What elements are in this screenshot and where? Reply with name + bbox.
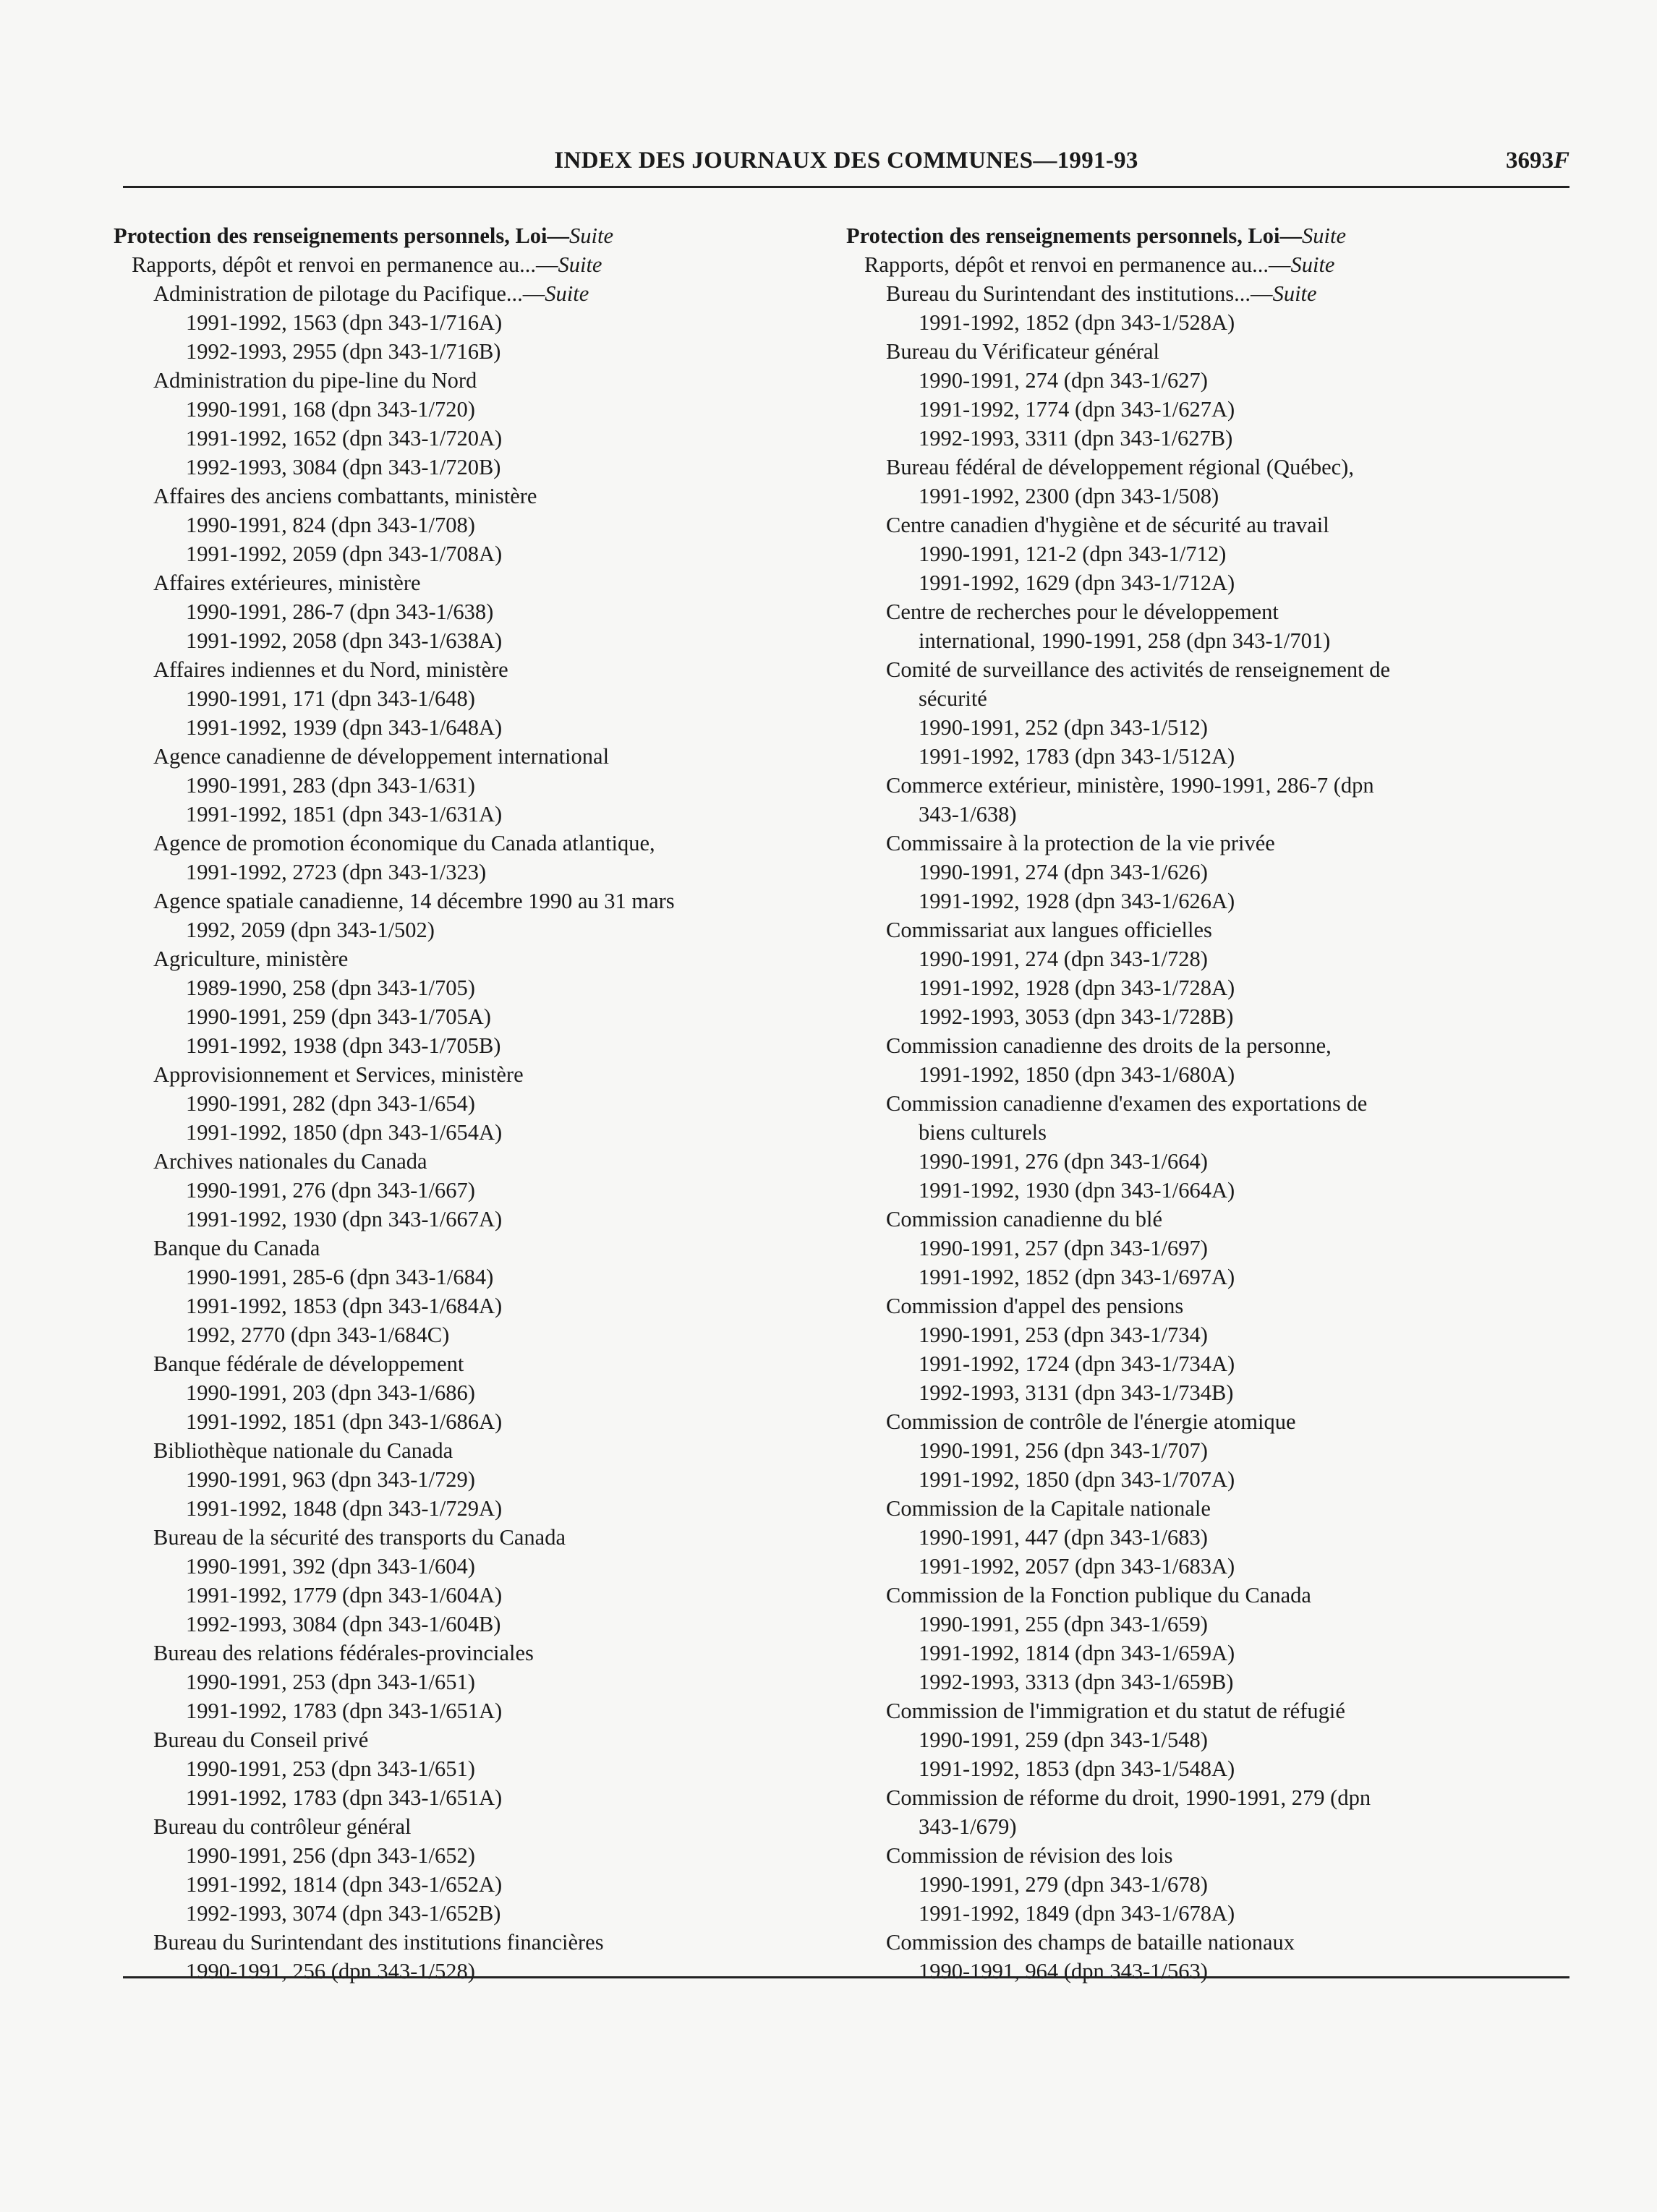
suite-marker: Suite: [1272, 281, 1317, 306]
suite-marker: Suite: [1290, 252, 1335, 277]
index-entry-text: Banque fédérale de développement: [153, 1351, 464, 1376]
index-entry: [186, 1899, 500, 1928]
index-entry-text: Centre canadien d'hygiène et de sécurité au travail: [886, 513, 1329, 537]
index-entry-text: 1991-1992, 1928 (dpn 343-1/728A): [919, 975, 1235, 1000]
index-entry: [153, 1812, 412, 1841]
index-entry: [919, 684, 987, 713]
index-entry: [919, 1552, 1235, 1581]
index-entry-text: Commission de la Capitale nationale: [886, 1496, 1211, 1521]
index-entry-text: Comité de surveillance des activités de renseignement de: [886, 657, 1391, 682]
index-entry-text: 1990-1991, 824 (dpn 343-1/708): [186, 513, 475, 537]
index-entry-text: 1990-1991, 121-2 (dpn 343-1/712): [919, 542, 1227, 566]
index-entry-text: 1991-1992, 1814 (dpn 343-1/659A): [919, 1641, 1235, 1665]
index-entry-text: 1991-1992, 1939 (dpn 343-1/648A): [186, 715, 503, 740]
index-entry: [919, 973, 1235, 1002]
index-entry-text: 343-1/638): [919, 802, 1017, 827]
index-entry-text: Protection des renseignements personnels, Loi—: [846, 223, 1303, 248]
index-entry-text: 1991-1992, 1779 (dpn 343-1/604A): [186, 1583, 503, 1607]
index-entry-text: sécurité: [919, 686, 987, 711]
index-entry-text: Bureau du Surintendant des institutions...—: [886, 281, 1273, 306]
index-entry: [114, 221, 613, 250]
index-entry-text: Affaires des anciens combattants, ministère: [153, 484, 537, 508]
index-entry: [153, 279, 589, 308]
index-entry-text: Rapports, dépôt et renvoi en permanence au...—: [132, 252, 558, 277]
index-entry: [186, 1118, 502, 1147]
index-entry: [153, 1436, 453, 1465]
index-entry: [186, 973, 475, 1002]
index-entry-text: Commission canadienne d'examen des exportations de: [886, 1091, 1368, 1116]
index-entry: [919, 1176, 1235, 1205]
index-entry-text: 1991-1992, 1850 (dpn 343-1/654A): [186, 1120, 503, 1145]
index-entry: [153, 655, 508, 684]
index-entry-text: 1990-1991, 279 (dpn 343-1/678): [919, 1872, 1208, 1897]
index-entry-text: 1992-1993, 3084 (dpn 343-1/604B): [186, 1612, 501, 1636]
index-entry: [919, 1436, 1208, 1465]
index-entry: [919, 1899, 1235, 1928]
index-entry-text: 1990-1991, 259 (dpn 343-1/705A): [186, 1004, 491, 1029]
index-entry-text: 1990-1991, 274 (dpn 343-1/627): [919, 368, 1208, 393]
index-entry: [886, 1841, 1173, 1870]
index-entry: [186, 626, 502, 655]
index-entry: [919, 1378, 1233, 1407]
index-entry-text: 1990-1991, 253 (dpn 343-1/651): [186, 1670, 475, 1694]
index-entry-text: 1991-1992, 2300 (dpn 343-1/508): [919, 484, 1219, 508]
index-entry: [919, 1639, 1235, 1667]
index-entry-text: Commission de contrôle de l'énergie atomique: [886, 1409, 1296, 1434]
index-entry: [153, 482, 537, 511]
index-entry: [186, 1957, 475, 1986]
index-entry: [186, 539, 502, 568]
index-entry: [153, 1060, 524, 1089]
index-entry: [919, 366, 1208, 395]
index-entry-text: 1991-1992, 2059 (dpn 343-1/708A): [186, 542, 503, 566]
index-entry: [886, 915, 1212, 944]
index-entry-text: Affaires extérieures, ministère: [153, 571, 421, 595]
index-entry: [919, 1812, 1017, 1841]
index-entry: [186, 1263, 493, 1291]
index-entry-text: 1992-1993, 3074 (dpn 343-1/652B): [186, 1901, 501, 1926]
index-entry: [919, 1349, 1235, 1378]
index-entry-text: 1991-1992, 1928 (dpn 343-1/626A): [919, 889, 1235, 913]
index-entry-text: 1990-1991, 276 (dpn 343-1/667): [186, 1178, 475, 1203]
index-entry: [919, 1667, 1233, 1696]
page-header: [123, 148, 1569, 185]
index-entry-text: Commissariat aux langues officielles: [886, 918, 1212, 942]
index-entry: [919, 1870, 1208, 1899]
index-entry-text: 1990-1991, 283 (dpn 343-1/631): [186, 773, 475, 798]
index-entry: [919, 1002, 1233, 1031]
index-entry-text: Commission d'appel des pensions: [886, 1294, 1184, 1318]
index-entry: [886, 655, 1390, 684]
index-entry: [153, 1234, 320, 1263]
index-entry: [186, 1494, 502, 1523]
index-entry: [886, 453, 1354, 482]
index-entry: [919, 626, 1330, 655]
index-entry-text: 1991-1992, 1783 (dpn 343-1/512A): [919, 744, 1235, 769]
index-entry: [919, 713, 1208, 742]
index-entry: [886, 597, 1279, 626]
index-entry-text: Bureau du Vérificateur général: [886, 339, 1159, 364]
index-entry: [186, 713, 502, 742]
index-entry: [919, 1725, 1208, 1754]
index-entry-text: Administration du pipe-line du Nord: [153, 368, 477, 393]
page-title: INDEX DES JOURNAUX DES COMMUNES—1991-93: [554, 148, 1138, 174]
index-entry: [886, 279, 1317, 308]
header-rule: [123, 186, 1569, 188]
index-entry: [186, 453, 500, 482]
index-entry: [919, 800, 1017, 829]
index-entry-text: 1992-1993, 3131 (dpn 343-1/734B): [919, 1380, 1234, 1405]
index-entry: [186, 1378, 475, 1407]
index-entry: [919, 395, 1235, 424]
index-entry-text: Commission de l'immigration et du statut de réfugié: [886, 1699, 1345, 1723]
index-entry-text: Administration de pilotage du Pacifique...—: [153, 281, 545, 306]
index-entry: [186, 771, 475, 800]
index-entry-text: 1990-1991, 964 (dpn 343-1/563): [919, 1959, 1208, 1983]
index-entry-text: 1990-1991, 259 (dpn 343-1/548): [919, 1728, 1208, 1752]
index-entry-text: 1990-1991, 256 (dpn 343-1/528): [186, 1959, 475, 1983]
index-entry-text: 1990-1991, 392 (dpn 343-1/604): [186, 1554, 475, 1579]
index-entry-text: 1991-1992, 1848 (dpn 343-1/729A): [186, 1496, 503, 1521]
index-entry-text: 1991-1992, 1938 (dpn 343-1/705B): [186, 1033, 501, 1058]
index-entry-text: Commission de réforme du droit, 1990-1991, 279 (dpn: [886, 1785, 1371, 1810]
index-entry-text: Rapports, dépôt et renvoi en permanence au...—: [864, 252, 1291, 277]
index-entry: [886, 1928, 1295, 1957]
index-entry-text: 1990-1991, 252 (dpn 343-1/512): [919, 715, 1208, 740]
index-entry-text: 1990-1991, 256 (dpn 343-1/652): [186, 1843, 475, 1868]
page-number: [1506, 148, 1569, 174]
index-entry: [186, 1552, 475, 1581]
index-entry-text: Commission de la Fonction publique du Canada: [886, 1583, 1311, 1607]
index-entry-text: 1990-1991, 963 (dpn 343-1/729): [186, 1467, 475, 1492]
index-entry: [186, 1291, 502, 1320]
index-entry-text: Commission canadienne du blé: [886, 1207, 1163, 1231]
index-entry-text: 1992-1993, 2955 (dpn 343-1/716B): [186, 339, 501, 364]
index-entry: [186, 800, 502, 829]
index-entry: [186, 1205, 502, 1234]
index-entry-text: 1990-1991, 282 (dpn 343-1/654): [186, 1091, 475, 1116]
index-entry-text: 1990-1991, 203 (dpn 343-1/686): [186, 1380, 475, 1405]
index-entry: [153, 742, 609, 771]
index-entry-text: 1991-1992, 1852 (dpn 343-1/528A): [919, 310, 1235, 335]
suite-marker: Suite: [1302, 223, 1347, 248]
index-entry-text: 1990-1991, 253 (dpn 343-1/734): [919, 1323, 1208, 1347]
index-entry: [186, 1754, 475, 1783]
index-entry-text: Protection des renseignements personnels, Loi—: [114, 223, 570, 248]
index-entry: [919, 1957, 1208, 1986]
index-entry: [153, 944, 348, 973]
index-entry-text: 1991-1992, 1853 (dpn 343-1/548A): [919, 1756, 1235, 1781]
index-entry-text: Commerce extérieur, ministère, 1990-1991, 286-7 (dpn: [886, 773, 1374, 798]
index-entry-text: 1991-1992, 1783 (dpn 343-1/651A): [186, 1699, 503, 1723]
index-entry: [186, 337, 500, 366]
index-entry: [153, 1523, 566, 1552]
index-entry-text: Agence de promotion économique du Canada atlantique,: [153, 831, 655, 855]
index-entry-text: Bibliothèque nationale du Canada: [153, 1438, 453, 1463]
index-entry-text: 1990-1991, 255 (dpn 343-1/659): [919, 1612, 1208, 1636]
index-entry-text: 1992-1993, 3084 (dpn 343-1/720B): [186, 455, 501, 479]
index-entry: [153, 1639, 534, 1667]
index-entry: [153, 1147, 427, 1176]
index-entry-text: Banque du Canada: [153, 1236, 320, 1260]
index-entry: [919, 568, 1235, 597]
index-entry: [886, 1494, 1211, 1523]
index-entry: [919, 1060, 1235, 1089]
index-entry: [186, 1089, 475, 1118]
index-entry: [186, 511, 475, 539]
index-entry: [186, 684, 475, 713]
index-entry: [919, 1263, 1235, 1291]
index-entry: [886, 511, 1329, 539]
index-entry: [846, 221, 1346, 250]
index-entry: [919, 1465, 1235, 1494]
index-entry-text: Bureau des relations fédérales-provinciales: [153, 1641, 534, 1665]
index-entry-text: 1991-1992, 1814 (dpn 343-1/652A): [186, 1872, 503, 1897]
index-entry: [886, 829, 1275, 858]
index-entry: [919, 1320, 1208, 1349]
index-entry: [186, 1581, 502, 1610]
index-entry-text: 1990-1991, 276 (dpn 343-1/664): [919, 1149, 1208, 1174]
index-entry-text: Agriculture, ministère: [153, 947, 349, 971]
index-entry: [153, 887, 675, 915]
index-entry-text: Bureau du Conseil privé: [153, 1728, 369, 1752]
index-entry: [886, 1696, 1345, 1725]
index-entry: [919, 742, 1235, 771]
index-entry-text: 1990-1991, 274 (dpn 343-1/728): [919, 947, 1208, 971]
index-entry: [153, 1725, 368, 1754]
index-entry: [186, 1176, 475, 1205]
index-entry-text: 1991-1992, 1850 (dpn 343-1/680A): [919, 1062, 1235, 1087]
index-entry: [153, 829, 655, 858]
index-entry-text: international, 1990-1991, 258 (dpn 343-1/701): [919, 628, 1331, 653]
index-entry: [919, 887, 1235, 915]
index-entry: [864, 250, 1334, 279]
index-entry: [919, 1610, 1208, 1639]
index-entry: [919, 944, 1208, 973]
index-entry: [186, 1696, 502, 1725]
footer-rule: [123, 1976, 1569, 1978]
index-entry-text: 1989-1990, 258 (dpn 343-1/705): [186, 975, 475, 1000]
index-entry-text: 1992-1993, 3053 (dpn 343-1/728B): [919, 1004, 1234, 1029]
index-entry: [186, 915, 435, 944]
index-entry: [886, 771, 1374, 800]
index-entry-text: 1990-1991, 168 (dpn 343-1/720): [186, 397, 475, 422]
index-entry-text: 1990-1991, 257 (dpn 343-1/697): [919, 1236, 1208, 1260]
index-entry-text: Bureau du contrôleur général: [153, 1814, 412, 1839]
index-entry-text: 1991-1992, 1563 (dpn 343-1/716A): [186, 310, 503, 335]
index-entry-text: 1990-1991, 253 (dpn 343-1/651): [186, 1756, 475, 1781]
index-entry-text: Centre de recherches pour le développement: [886, 599, 1279, 624]
index-entry-text: Affaires indiennes et du Nord, ministère: [153, 657, 508, 682]
index-entry: [186, 858, 486, 887]
index-entry: [919, 1147, 1208, 1176]
index-entry: [919, 1118, 1047, 1147]
index-entry: [186, 395, 475, 424]
index-entry-text: 1991-1992, 1774 (dpn 343-1/627A): [919, 397, 1235, 422]
index-entry-text: 1990-1991, 285-6 (dpn 343-1/684): [186, 1265, 494, 1289]
index-entry: [186, 1002, 491, 1031]
index-entry-text: 1991-1992, 1629 (dpn 343-1/712A): [919, 571, 1235, 595]
index-entry: [186, 1667, 475, 1696]
index-entry-text: Agence spatiale canadienne, 14 décembre 1990 au 31 mars: [153, 889, 675, 913]
suite-marker: Suite: [569, 223, 614, 248]
index-entry-text: Bureau fédéral de développement régional (Québec),: [886, 455, 1354, 479]
index-entry-text: 1992-1993, 3313 (dpn 343-1/659B): [919, 1670, 1234, 1694]
index-entry-text: 1991-1992, 1783 (dpn 343-1/651A): [186, 1785, 503, 1810]
index-entry: [186, 597, 493, 626]
index-entry-text: 1991-1992, 1652 (dpn 343-1/720A): [186, 426, 503, 450]
index-entry-text: 1992-1993, 3311 (dpn 343-1/627B): [919, 426, 1233, 450]
index-entry-text: Bureau du Surintendant des institutions financières: [153, 1930, 604, 1955]
index-entry-text: 343-1/679): [919, 1814, 1017, 1839]
index-entry-text: 1991-1992, 1851 (dpn 343-1/686A): [186, 1409, 503, 1434]
index-entry-text: 1991-1992, 1852 (dpn 343-1/697A): [919, 1265, 1235, 1289]
index-entry: [919, 1234, 1208, 1263]
index-entry: [886, 1581, 1311, 1610]
index-entry-text: 1991-1992, 1930 (dpn 343-1/667A): [186, 1207, 503, 1231]
index-entry-text: 1990-1991, 256 (dpn 343-1/707): [919, 1438, 1208, 1463]
index-entry-text: Commissaire à la protection de la vie privée: [886, 831, 1275, 855]
index-entry: [886, 1031, 1332, 1060]
index-entry: [186, 1407, 502, 1436]
index-entry: [153, 1928, 604, 1957]
index-entry-text: 1991-1992, 1853 (dpn 343-1/684A): [186, 1294, 503, 1318]
index-entry-text: 1991-1992, 1724 (dpn 343-1/734A): [919, 1351, 1235, 1376]
index-entry-text: 1991-1992, 2058 (dpn 343-1/638A): [186, 628, 503, 653]
index-entry-text: 1991-1992, 1930 (dpn 343-1/664A): [919, 1178, 1235, 1203]
page-number-value: 3693: [1505, 148, 1554, 174]
index-entry: [886, 1291, 1183, 1320]
index-entry: [919, 482, 1219, 511]
index-entry: [886, 1089, 1367, 1118]
index-entry-text: Commission de révision des lois: [886, 1843, 1173, 1868]
index-entry: [919, 858, 1208, 887]
index-entry: [886, 1205, 1162, 1234]
index-entry-text: Commission des champs de bataille nationaux: [886, 1930, 1295, 1955]
index-entry: [186, 1465, 475, 1494]
index-entry: [153, 366, 477, 395]
index-entry: [886, 1783, 1371, 1812]
index-entry: [186, 308, 502, 337]
index-entry-text: 1991-1992, 1849 (dpn 343-1/678A): [919, 1901, 1235, 1926]
index-entry-text: 1990-1991, 274 (dpn 343-1/626): [919, 860, 1208, 884]
index-entry: [919, 308, 1235, 337]
index-entry-text: 1991-1992, 1851 (dpn 343-1/631A): [186, 802, 503, 827]
index-entry-text: Archives nationales du Canada: [153, 1149, 427, 1174]
index-entry: [186, 1870, 502, 1899]
index-entry-text: 1991-1992, 2057 (dpn 343-1/683A): [919, 1554, 1235, 1579]
index-entry: [132, 250, 602, 279]
index-entry: [186, 1320, 449, 1349]
index-entry-text: 1990-1991, 447 (dpn 343-1/683): [919, 1525, 1208, 1550]
index-entry: [186, 1031, 500, 1060]
index-entry: [886, 337, 1159, 366]
index-entry: [186, 424, 502, 453]
suite-marker: Suite: [545, 281, 589, 306]
index-entry-text: Approvisionnement et Services, ministère: [153, 1062, 524, 1087]
index-entry: [919, 1523, 1208, 1552]
suite-marker: Suite: [558, 252, 602, 277]
index-entry: [153, 1349, 464, 1378]
index-entry: [153, 568, 421, 597]
index-entry: [186, 1783, 502, 1812]
index-entry-text: 1992, 2770 (dpn 343-1/684C): [186, 1323, 450, 1347]
index-entry: [186, 1841, 475, 1870]
index-entry-text: biens culturels: [919, 1120, 1047, 1145]
index-entry: [919, 1754, 1235, 1783]
page-number-suffix: F: [1553, 148, 1569, 174]
index-entry-text: 1991-1992, 1850 (dpn 343-1/707A): [919, 1467, 1235, 1492]
index-entry-text: Agence canadienne de développement international: [153, 744, 610, 769]
index-entry-text: 1990-1991, 286-7 (dpn 343-1/638): [186, 599, 494, 624]
index-entry-text: 1990-1991, 171 (dpn 343-1/648): [186, 686, 475, 711]
index-entry-text: Bureau de la sécurité des transports du Canada: [153, 1525, 566, 1550]
index-entry: [919, 539, 1226, 568]
index-entry-text: Commission canadienne des droits de la personne,: [886, 1033, 1332, 1058]
index-entry-text: 1992, 2059 (dpn 343-1/502): [186, 918, 435, 942]
index-entry: [886, 1407, 1296, 1436]
index-entry: [919, 424, 1232, 453]
index-entry: [186, 1610, 500, 1639]
index-entry-text: 1991-1992, 2723 (dpn 343-1/323): [186, 860, 487, 884]
